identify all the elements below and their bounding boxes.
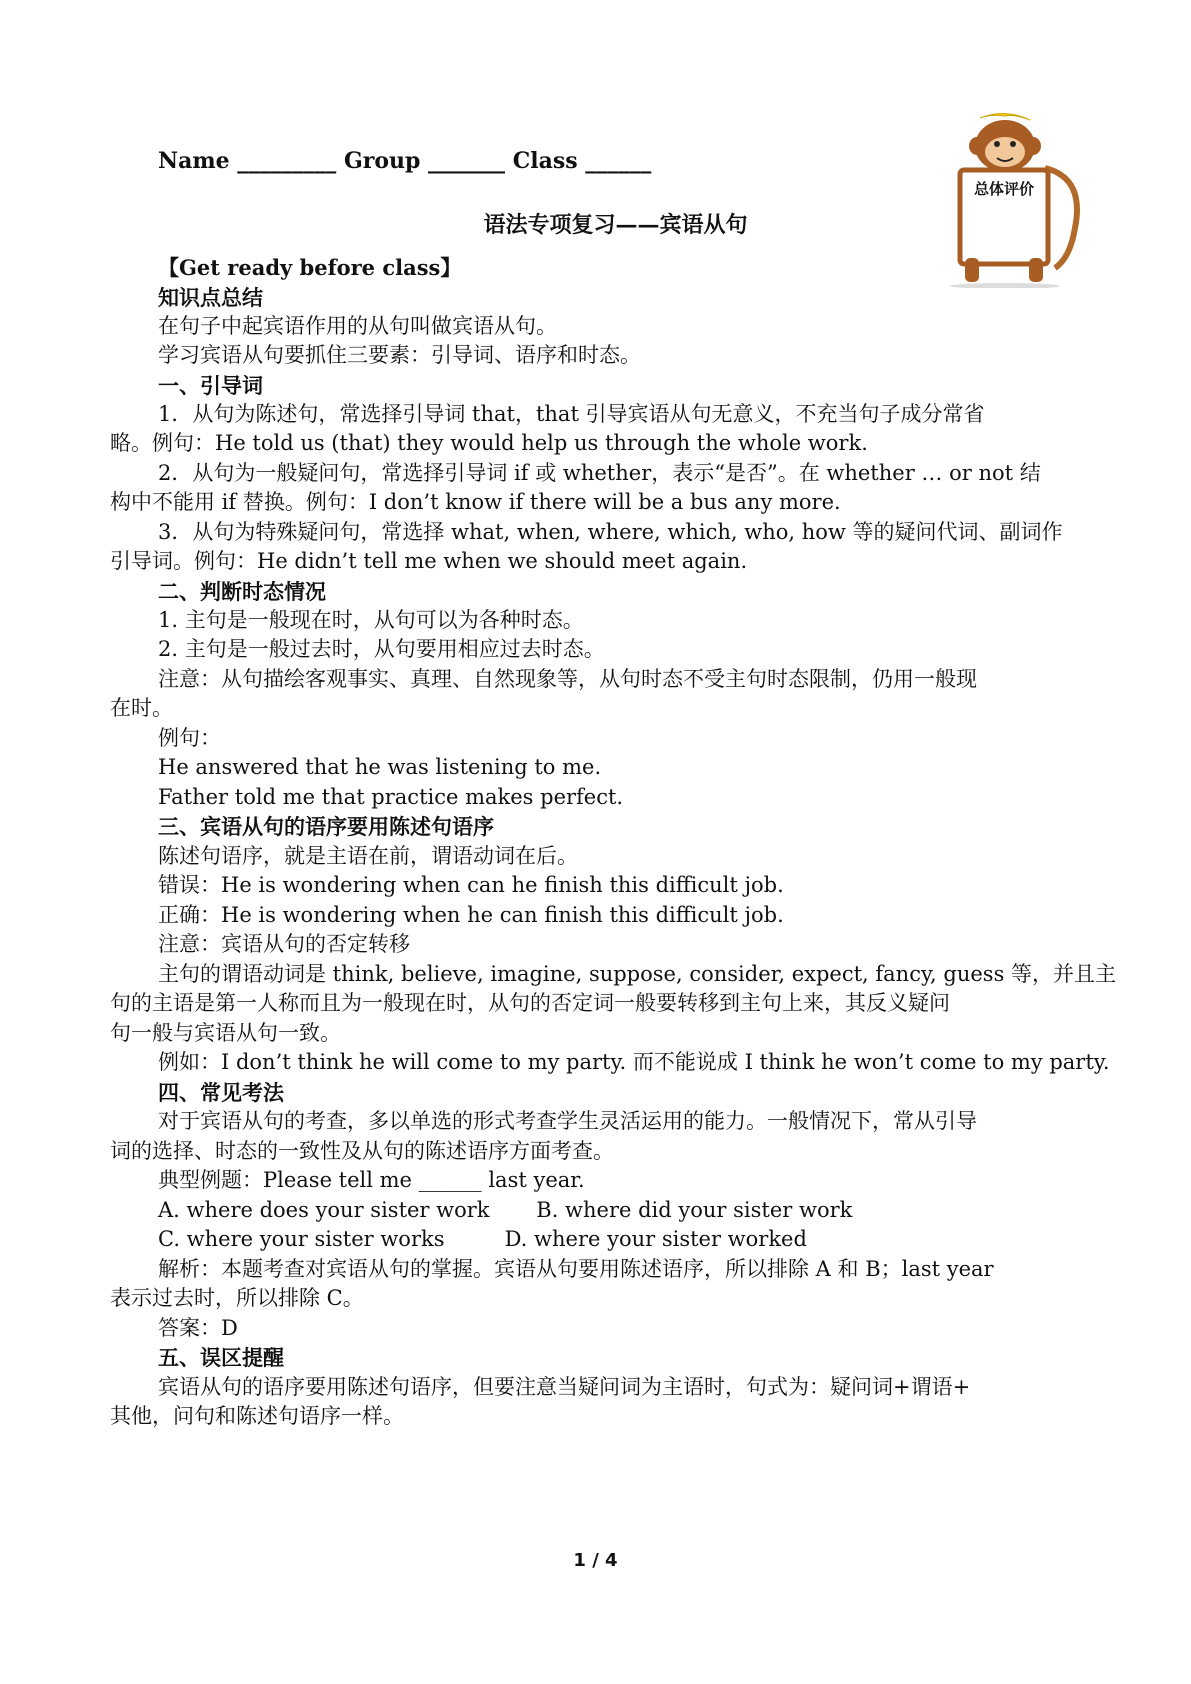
paragraph: 解析：本题考查对宾语从句的掌握。宾语从句要用陈述语序，所以排除 A 和 B；last year <box>158 1257 994 1281</box>
paragraph: 2. 主句是一般过去时，从句要用相应过去时态。 <box>158 637 605 661</box>
paragraph: 陈述句语序，就是主语在前，谓语动词在后。 <box>158 844 578 868</box>
paragraph: 例如：I don’t think he will come to my party. 而不能说成 I think he won’t come to my party. <box>158 1050 1110 1074</box>
page-title: 语法专项复习——宾语从句 <box>483 212 748 238</box>
paragraph: 表示过去时，所以排除 C。 <box>110 1286 364 1310</box>
answer-options: C. where your sister works D. where your sister worked <box>158 1227 807 1251</box>
paragraph: 2．从句为一般疑问句，常选择引导词 if 或 whether，表示“是否”。在 whether … or not 结 <box>158 461 1041 485</box>
paragraph: 在句子中起宾语作用的从句叫做宾语从句。 <box>158 314 557 338</box>
paragraph: 引导词。例句：He didn’t tell me when we should meet again. <box>110 549 748 573</box>
paragraph: 注意：从句描绘客观事实、真理、自然现象等，从句时态不受主句时态限制，仍用一般现 <box>158 667 977 691</box>
paragraph: 构中不能用 if 替换。例句：I don’t know if there will be a bus any more. <box>110 490 841 514</box>
answer-options: A. where does your sister work B. where did your sister work <box>158 1198 853 1222</box>
paragraph: 对于宾语从句的考查，多以单选的形式考查学生灵活运用的能力。一般情况下，常从引导 <box>158 1109 977 1133</box>
name-group-class-line: Name _________ Group _______ Class ______ <box>158 148 652 174</box>
get-ready-heading: 【Get ready before class】 <box>158 255 462 280</box>
paragraph: 典型例题：Please tell me ______ last year. <box>158 1168 585 1192</box>
paragraph: 学习宾语从句要抓住三要素：引导词、语序和时态。 <box>158 343 641 367</box>
paragraph: 主句的谓语动词是 think, believe, imagine, suppose, consider, expect, fancy, guess 等，并且主 <box>158 962 1117 986</box>
paragraph: 略。例句：He told us (that) they would help us through the whole work. <box>110 431 868 455</box>
badge-text: 总体评价 <box>973 180 1035 198</box>
section-heading: 四、常见考法 <box>158 1080 284 1105</box>
paragraph: 1．从句为陈述句，常选择引导词 that，that 引导宾语从句无意义，不充当句子成分常省 <box>158 402 985 426</box>
paragraph: 句一般与宾语从句一致。 <box>110 1021 341 1045</box>
example-sentence: Father told me that practice makes perfect. <box>158 785 624 809</box>
example-sentence: He answered that he was listening to me. <box>158 755 602 779</box>
page-number: 1 / 4 <box>573 1550 618 1571</box>
paragraph: 1. 主句是一般现在时，从句可以为各种时态。 <box>158 608 584 632</box>
paragraph: 答案：D <box>158 1316 238 1340</box>
summary-heading: 知识点总结 <box>158 285 263 310</box>
paragraph: 注意：宾语从句的否定转移 <box>158 932 410 956</box>
paragraph: 3．从句为特殊疑问句，常选择 what, when, where, which, who, how 等的疑问代词、副词作 <box>158 520 1063 544</box>
paragraph: 宾语从句的语序要用陈述句语序，但要注意当疑问词为主语时，句式为：疑问词+谓语+ <box>158 1375 971 1399</box>
paragraph: 句的主语是第一人称而且为一般现在时，从句的否定词一般要转移到主句上来，其反义疑问 <box>110 991 950 1015</box>
section-heading: 三、宾语从句的语序要用陈述句语序 <box>158 814 494 839</box>
paragraph: 其他，问句和陈述句语序一样。 <box>110 1404 404 1428</box>
section-heading: 一、引导词 <box>158 373 263 398</box>
paragraph: 词的选择、时态的一致性及从句的陈述语序方面考查。 <box>110 1139 614 1163</box>
section-heading: 二、判断时态情况 <box>158 579 326 604</box>
paragraph: 错误：He is wondering when can he finish this difficult job. <box>158 873 784 897</box>
paragraph: 例句： <box>158 726 221 750</box>
section-heading: 五、误区提醒 <box>158 1345 284 1370</box>
paragraph: 正确：He is wondering when he can finish this difficult job. <box>158 903 784 927</box>
paragraph: 在时。 <box>110 696 173 720</box>
